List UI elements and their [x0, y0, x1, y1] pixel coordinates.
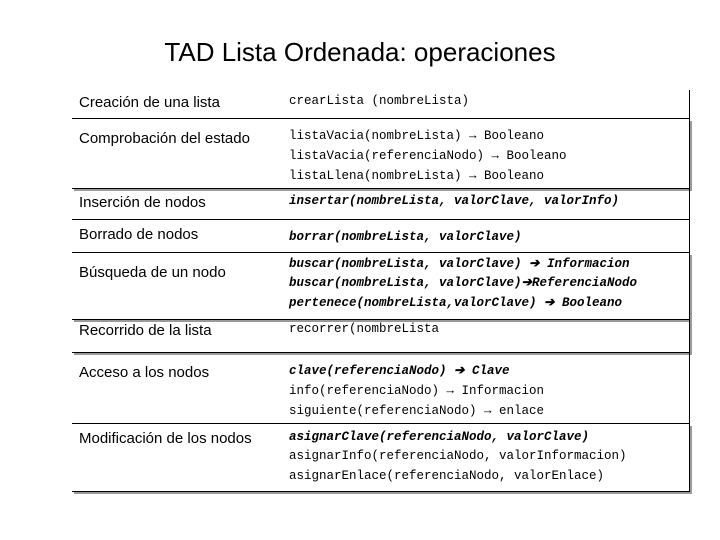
row-category-label: Búsqueda de un nodo [79, 264, 226, 281]
operation-signature: pertenece(nombreLista,valorClave) ➔ Booleano [289, 296, 623, 310]
operation-signature: asignarEnlace(referenciaNodo, valorEnlace) [289, 469, 605, 483]
operation-signature: insertar(nombreLista, valorClave, valorInfo) [289, 194, 620, 208]
row-category-label: Acceso a los nodos [79, 364, 210, 381]
operation-signature: buscar(nombreLista, valorClave) ➔ Informacion [289, 257, 630, 271]
operation-signature: borrar(nombreLista, valorClave) [289, 230, 522, 244]
table-row [72, 424, 690, 492]
operation-signature: asignarInfo(referenciaNodo, valorInformacion) [289, 449, 627, 463]
row-category-label: Borrado de nodos [79, 226, 199, 243]
row-category-label: Recorrido de la lista [79, 322, 212, 339]
operation-signature: clave(referenciaNodo) ➔ Clave [289, 364, 510, 378]
operation-signature: asignarClave(referenciaNodo, valorClave) [289, 430, 590, 444]
operation-signature: recorrer(nombreLista [289, 322, 440, 336]
operation-signature: listaVacia(nombreLista) → Booleano [289, 129, 545, 143]
page-title: TAD Lista Ordenada: operaciones [164, 37, 556, 67]
operation-signature: crearLista (nombreLista) [289, 94, 470, 108]
table-row [72, 353, 690, 424]
row-category-label: Modificación de los nodos [79, 430, 252, 447]
operation-signature: buscar(nombreLista, valorClave)➔ReferenciaNodo [289, 276, 638, 290]
operation-signature: info(referenciaNodo) → Informacion [289, 384, 545, 398]
table-row [72, 119, 690, 189]
table-row [72, 253, 690, 320]
table-row [72, 189, 690, 220]
table-row [72, 320, 690, 353]
operation-signature: listaLlena(nombreLista) → Booleano [289, 169, 545, 183]
row-category-label: Creación de una lista [79, 94, 220, 111]
row-category-label: Comprobación del estado [79, 130, 250, 147]
operation-signature: siguiente(referenciaNodo) → enlace [289, 404, 545, 418]
table-row [72, 90, 690, 119]
row-category-label: Inserción de nodos [79, 194, 206, 211]
operation-signature: listaVacia(referenciaNodo) → Booleano [289, 149, 567, 163]
table-row [72, 220, 690, 253]
